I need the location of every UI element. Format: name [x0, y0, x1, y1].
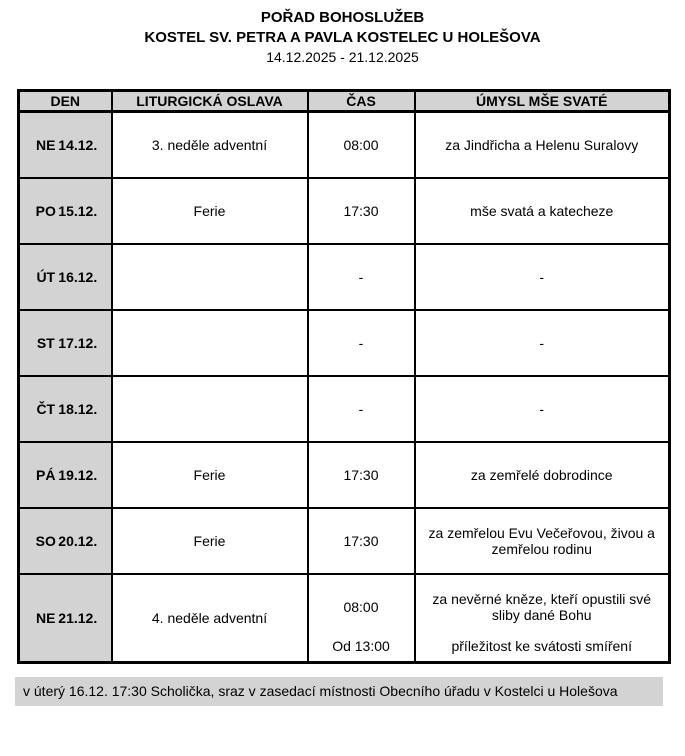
day-abbr: PÁ	[36, 466, 56, 483]
table-row	[19, 310, 670, 376]
day-cell	[19, 574, 112, 663]
time-cell: 08:00	[308, 112, 415, 178]
celebration-cell: 4. neděle adventní	[112, 574, 308, 663]
document-header	[0, 0, 685, 67]
day-cell	[19, 442, 112, 508]
celebration-cell: Ferie	[112, 442, 308, 508]
day-cell	[19, 376, 112, 442]
day-date: 16.12.	[58, 268, 98, 285]
time-cell: 17:30	[308, 442, 415, 508]
intention-cell: -	[415, 310, 670, 376]
header-time: ČAS	[308, 91, 415, 112]
table-row	[19, 442, 670, 508]
day-date: 21.12.	[58, 609, 98, 626]
time-cell	[308, 574, 415, 663]
celebration-cell	[112, 244, 308, 310]
celebration-cell	[112, 310, 308, 376]
day-date: 18.12.	[58, 400, 98, 417]
time-entry-1: 08:00	[343, 599, 379, 615]
time-cell: -	[308, 244, 415, 310]
page-subtitle: KOSTEL SV. PETRA A PAVLA KOSTELEC U HOLEŠOVA	[144, 29, 541, 46]
day-abbr: NE	[36, 136, 56, 153]
day-cell	[19, 178, 112, 244]
day-date: 14.12.	[58, 136, 98, 153]
intention-cell: za zemřelou Evu Večeřovou, živou a zemřelou rodinu	[415, 508, 670, 574]
day-date: 17.12.	[58, 334, 98, 351]
day-cell	[19, 310, 112, 376]
header-day: DEN	[19, 91, 112, 112]
intention-cell: za zemřelé dobrodince	[415, 442, 670, 508]
day-cell	[19, 112, 112, 178]
day-abbr: ST	[36, 334, 55, 351]
intention-cell: za Jindřicha a Helenu Suralovy	[415, 112, 670, 178]
time-cell: -	[308, 376, 415, 442]
day-abbr: SO	[35, 532, 56, 549]
time-cell: 17:30	[308, 178, 415, 244]
table-row	[19, 244, 670, 310]
intention-cell: -	[415, 244, 670, 310]
intention-entry-1: za nevěrné kněze, kteří opustili své sliby dané Bohu	[432, 591, 652, 623]
day-date: 20.12.	[58, 532, 98, 549]
day-abbr: NE	[36, 609, 56, 626]
intention-entry-2: příležitost ke svátosti smíření	[451, 637, 632, 654]
table-row	[19, 112, 670, 178]
header-intention: ÚMYSL MŠE SVATÉ	[415, 91, 670, 112]
time-cell: -	[308, 310, 415, 376]
time-stack	[312, 577, 411, 659]
day-date: 19.12.	[58, 466, 98, 483]
time-cell: 17:30	[308, 508, 415, 574]
table-row	[19, 574, 670, 663]
table-row	[19, 376, 670, 442]
table-row	[19, 508, 670, 574]
table-header-row	[19, 91, 670, 112]
day-abbr: ČT	[36, 400, 56, 417]
intention-cell: mše svatá a katecheze	[415, 178, 670, 244]
schedule-table	[17, 89, 671, 664]
celebration-cell: Ferie	[112, 178, 308, 244]
date-range: 14.12.2025 - 21.12.2025	[266, 49, 419, 65]
intention-cell: -	[415, 376, 670, 442]
celebration-cell: 3. neděle adventní	[112, 112, 308, 178]
celebration-cell	[112, 376, 308, 442]
header-celebration: LITURGICKÁ OSLAVA	[112, 91, 308, 112]
table-row	[19, 178, 670, 244]
intention-stack	[419, 577, 666, 659]
celebration-cell: Ferie	[112, 508, 308, 574]
day-cell	[19, 508, 112, 574]
day-abbr: PO	[35, 202, 56, 219]
intention-cell	[415, 574, 670, 663]
page-title: POŘAD BOHOSLUŽEB	[260, 9, 425, 26]
footer-note: v úterý 16.12. 17:30 Scholička, sraz v zasedací místnosti Obecního úřadu v Kostelci u Holešova	[15, 677, 663, 706]
day-date: 15.12.	[58, 202, 98, 219]
time-entry-2: Od 13:00	[332, 637, 390, 654]
day-abbr: ÚT	[36, 268, 56, 285]
day-cell	[19, 244, 112, 310]
